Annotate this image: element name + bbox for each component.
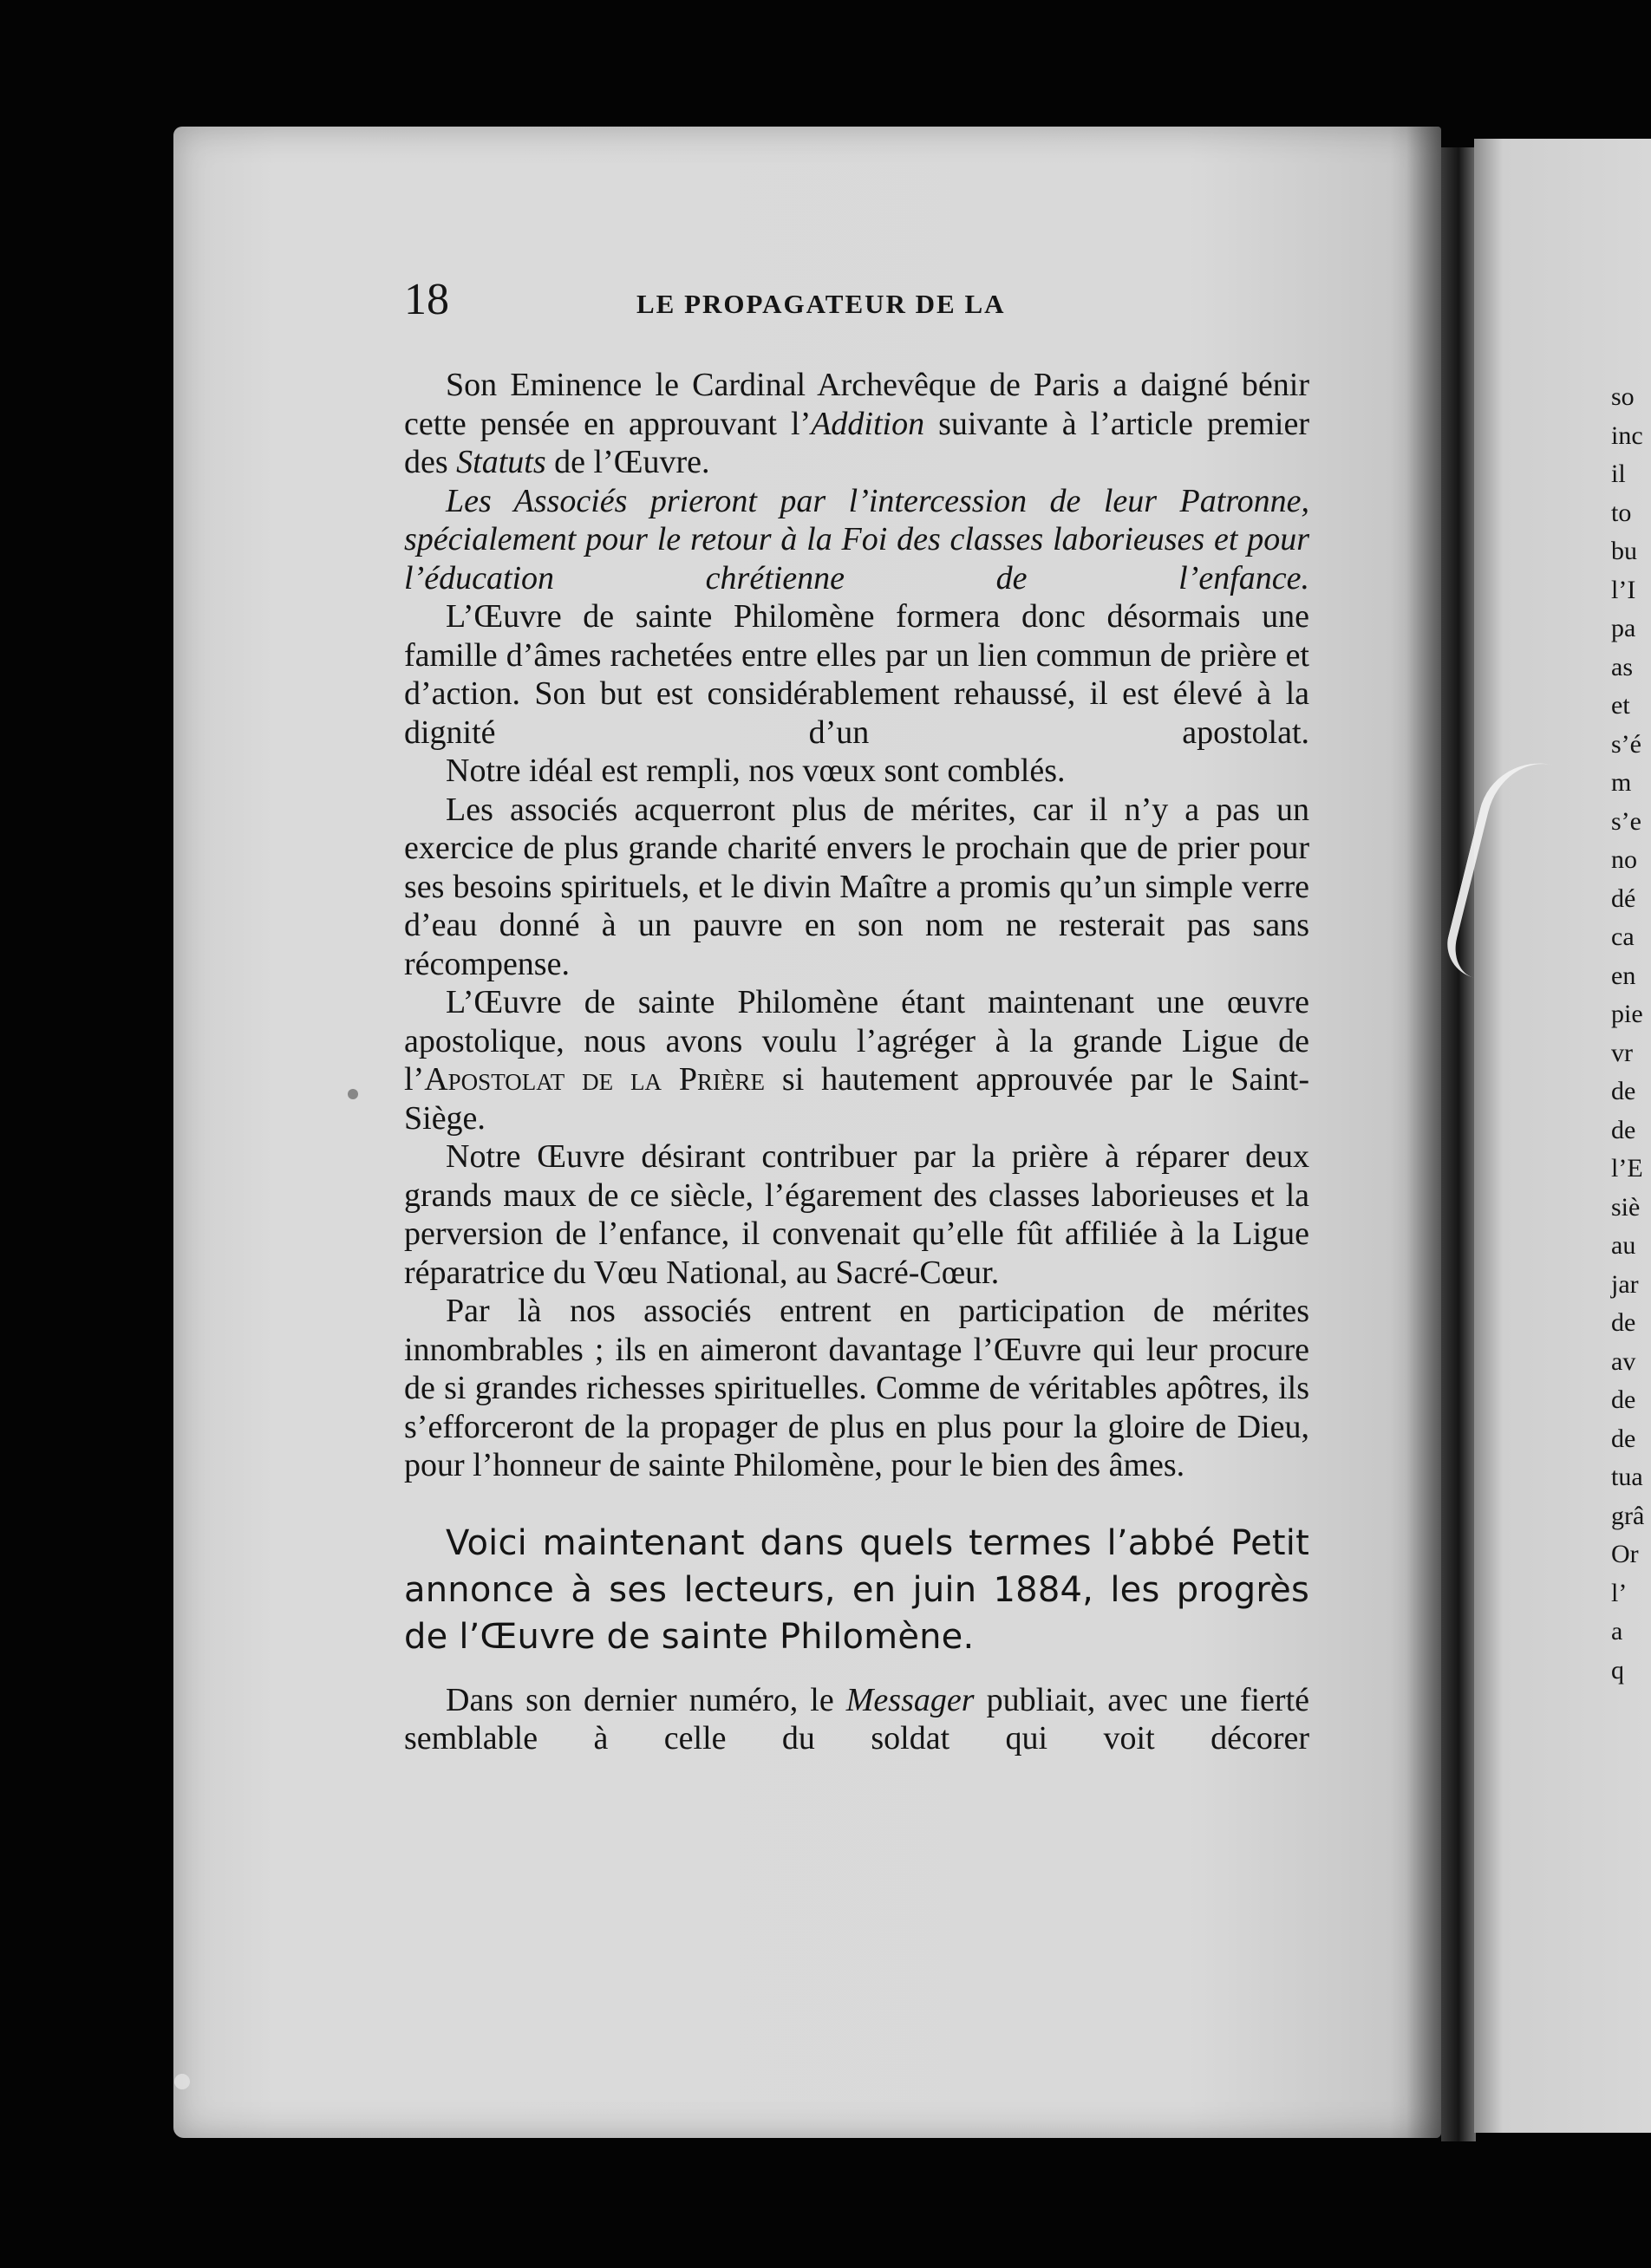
right-page-fragment: et	[1611, 691, 1630, 720]
right-page-fragment: m	[1611, 768, 1632, 797]
right-page-fragment: a	[1611, 1617, 1623, 1646]
right-page-fragment: so	[1611, 382, 1635, 411]
right-page-fragment: l’I	[1611, 575, 1636, 604]
paragraph-italic-quote: Les Associés prieront par l’intercession de leur Patronne, spécialement pour le retour à la Foi des classes laborieuses et pour l’éducation chrétienne de l’enfance.	[404, 482, 1309, 596]
right-page-fragment: de	[1611, 1115, 1636, 1144]
paragraph: Notre idéal est rempli, nos vœux sont comblés.	[446, 753, 1066, 789]
paragraph: L’Œuvre de sainte Philomène formera donc désormais une famille d’âmes rachetées entre elles par un lien commun de prière et d’action. Son but est considérablement rehaussé, il est élevé à la dignité d’un apostolat.	[404, 598, 1309, 751]
running-head: LE PROPAGATEUR DE LA	[636, 289, 1006, 319]
paragraph: Notre Œuvre désirant contribuer par la prière à réparer deux grands maux de ce siècle, l’égarement des classes laborieuses et la perversion de l’enfance, il convenait qu’elle fût affiliée à la Ligue réparatrice du Vœu National, au Sacré-Cœur.	[404, 1138, 1309, 1291]
right-page-fragment: tua	[1611, 1463, 1643, 1491]
right-page-fragment: to	[1611, 498, 1632, 527]
paragraph: L’Œuvre de sainte Philomène étant maintenant une œuvre apostolique, nous avons voulu l’agréger à la grande Ligue de l’Apostolat de la Prière si hautement approuvée par le Saint-Siège.	[404, 984, 1309, 1137]
right-page-fragment: s’é	[1611, 729, 1641, 759]
right-page-fragment: de	[1611, 1308, 1636, 1337]
right-page-text-fragments	[1611, 378, 1651, 1690]
right-page-fragment: pie	[1611, 1000, 1643, 1028]
page-speck	[348, 1089, 358, 1099]
right-page-fragment: no	[1611, 845, 1637, 874]
right-page-fragment: av	[1611, 1346, 1636, 1376]
page-header	[404, 276, 1309, 328]
right-page-fragment: bu	[1611, 537, 1637, 565]
right-page-fragment: jar	[1611, 1269, 1639, 1299]
right-page-fragment: vr	[1611, 1038, 1633, 1067]
book-gutter	[1441, 147, 1476, 2141]
section-intro: Voici maintenant dans quels termes l’abbé Petit annonce à ses lecteurs, en juin 1884, les progrès de l’Œuvre de sainte Philomène.	[404, 1522, 1309, 1657]
right-page-fragment: inc	[1611, 420, 1643, 450]
right-page-fragment: en	[1611, 961, 1636, 990]
right-page-fragment: siè	[1611, 1192, 1641, 1222]
right-page-fragment: l’	[1611, 1578, 1628, 1607]
paragraph: Par là nos associés entrent en participation de mérites innombrables ; ils en aimeront davantage l’Œuvre qui leur procure de si grandes richesses spirituelles. Comme de véritables apôtres, ils s’efforceront de la propager de plus en plus pour la gloire de Dieu, pour l’honneur de sainte Philomène, pour le bien des âmes.	[404, 1293, 1309, 1483]
right-page-fragment: de	[1611, 1077, 1636, 1105]
right-page-fragment: as	[1611, 652, 1633, 681]
page-number: 18	[404, 275, 449, 324]
page-text-block	[404, 276, 1309, 1758]
right-page-fragment: pa	[1611, 614, 1636, 642]
right-page-fragment: il	[1611, 459, 1626, 488]
paragraph: Les associés acquerront plus de mérites, car il n’y a pas un exercice de plus grande charité envers le prochain que de prier pour ses besoins spirituels, et le divin Maître a promis qu’un simple verre d’eau donné à un pauvre en son nom ne resterait pas sans récompense.	[404, 791, 1309, 982]
right-page-fragment: l’E	[1611, 1154, 1643, 1183]
right-page-fragment: de	[1611, 1424, 1636, 1453]
right-page-edge	[1474, 139, 1651, 2133]
right-page-fragment: Or	[1611, 1540, 1639, 1568]
right-page-fragment: grâ	[1611, 1501, 1645, 1530]
right-page-fragment: ca	[1611, 922, 1635, 951]
paragraph: Dans son dernier numéro, le Messager publiait, avec une fierté semblable à celle du soldat qui voit décorer	[404, 1681, 1309, 1756]
page-speck	[174, 2074, 190, 2089]
right-page-fragment: de	[1611, 1385, 1636, 1414]
right-page-fragment: s’e	[1611, 806, 1641, 836]
right-page-fragment: q	[1611, 1655, 1624, 1685]
right-page-fragment: au	[1611, 1231, 1636, 1260]
right-page-fragment: dé	[1611, 883, 1636, 913]
paragraph: Son Eminence le Cardinal Archevêque de Paris a daigné bénir cette pensée en approuvant l’Addition suivante à l’article premier des Statuts de l’Œuvre.	[404, 367, 1309, 480]
